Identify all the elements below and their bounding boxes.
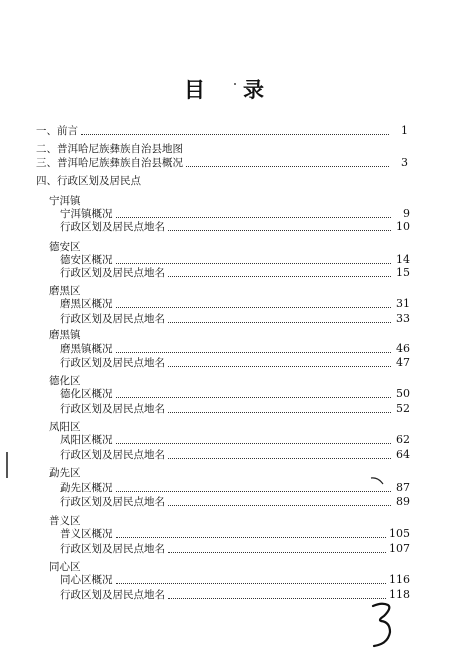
dot-leader [186, 166, 389, 167]
dot-leader [116, 537, 387, 538]
district-heading: 同心区 [49, 561, 81, 573]
toc-page-number: 10 [396, 220, 410, 233]
toc-label: 凤阳区概况 [60, 434, 113, 446]
dot-leader [116, 583, 387, 584]
district-heading: 勐先区 [49, 467, 81, 479]
toc-page-number: 1 [401, 124, 408, 137]
dot-leader [168, 458, 391, 459]
toc-entry [60, 527, 410, 541]
page-title [0, 74, 450, 104]
district-heading: 普义区 [49, 515, 81, 527]
dot-leader [116, 491, 392, 492]
toc-page-number: 9 [403, 207, 410, 220]
district-heading: 宁洱镇 [49, 195, 81, 207]
toc-label: 行政区划及居民点地名 [60, 267, 165, 279]
toc-entry [60, 220, 410, 234]
dot-leader [81, 134, 389, 135]
toc-entry [60, 312, 410, 326]
toc-label: 行政区划及居民点地名 [60, 543, 165, 555]
dot-leader [168, 276, 391, 277]
toc-page-number: 46 [396, 342, 410, 355]
toc-page-number: 33 [396, 312, 410, 325]
ink-dot [234, 83, 236, 85]
dot-leader [168, 598, 386, 599]
dot-leader [168, 552, 386, 553]
dot-leader [168, 322, 391, 323]
toc-entry [60, 387, 410, 401]
toc-label: 行政区划及居民点地名 [60, 357, 165, 369]
dot-leader [116, 397, 392, 398]
toc-label: 行政区划及居民点地名 [60, 403, 165, 415]
toc-label: 二、普洱哈尼族彝族自治县地图 [36, 143, 183, 155]
toc-entry [60, 495, 410, 509]
toc-entry [60, 542, 410, 556]
toc-entry [60, 297, 410, 311]
dot-leader [116, 352, 392, 353]
toc-page-number: 31 [396, 297, 410, 310]
district-heading: 凤阳区 [49, 421, 81, 433]
toc-entry [60, 588, 410, 602]
toc-page-number: 15 [396, 266, 410, 279]
dot-leader [168, 366, 391, 367]
toc-label: 德化区概况 [60, 388, 113, 400]
district-heading: 磨黑区 [49, 285, 81, 297]
toc-label: 行政区划及居民点地名 [60, 313, 165, 325]
toc-label: 行政区划及居民点地名 [60, 589, 165, 601]
dot-leader [116, 443, 392, 444]
dot-leader [168, 505, 391, 506]
toc-label: 勐先区概况 [60, 482, 113, 494]
toc-label: 三、普洱哈尼族彝族自治县概况 [36, 157, 183, 169]
toc-entry [60, 266, 410, 280]
dot-leader [116, 307, 392, 308]
toc-label: 行政区划及居民点地名 [60, 496, 165, 508]
toc-label: 宁洱镇概况 [60, 208, 113, 220]
district-heading: 德安区 [49, 241, 81, 253]
toc-page-number: 64 [396, 448, 410, 461]
toc-entry [60, 253, 410, 267]
dot-leader [116, 217, 392, 218]
toc-entry [60, 573, 410, 587]
toc-entry [60, 481, 410, 495]
toc-label: 行政区划及居民点地名 [60, 449, 165, 461]
toc-entry [60, 356, 410, 370]
toc-entry [60, 207, 410, 221]
handwritten-page-mark [368, 600, 398, 650]
toc-page-number: 50 [396, 387, 410, 400]
toc-entry [60, 342, 410, 356]
toc-label: 同心区概况 [60, 574, 113, 586]
toc-entry-map [36, 142, 408, 156]
toc-page-number: 52 [396, 402, 410, 415]
toc-section-four: 四、行政区划及居民点 [36, 175, 141, 187]
pen-tick-mark [370, 476, 384, 486]
dot-leader [168, 412, 391, 413]
toc-label: 普义区概况 [60, 528, 113, 540]
dot-leader [168, 230, 391, 231]
toc-label: 磨黑镇概况 [60, 343, 113, 355]
toc-page-number: 14 [396, 253, 410, 266]
toc-entry [60, 433, 410, 447]
scan-edge-mark [6, 452, 8, 478]
toc-page-number: 89 [396, 495, 410, 508]
toc-page-number: 47 [396, 356, 410, 369]
toc-entry [60, 448, 410, 462]
toc-page-number: 87 [396, 481, 410, 494]
toc-entry [60, 402, 410, 416]
toc-page-number: 3 [401, 156, 408, 169]
title-char-1: 目 [184, 77, 207, 102]
district-heading: 磨黑镇 [49, 329, 81, 341]
toc-entry-preface [36, 124, 408, 138]
toc-entry-overview [36, 156, 408, 170]
toc-label: 德安区概况 [60, 254, 113, 266]
dot-leader [116, 263, 392, 264]
toc-page-number: 105 [389, 527, 410, 540]
toc-page-number: 62 [396, 433, 410, 446]
district-heading: 德化区 [49, 375, 81, 387]
toc-label: 一、前言 [36, 125, 78, 137]
toc-label: 磨黑区概况 [60, 298, 113, 310]
toc-page-number: 118 [389, 588, 410, 601]
toc-page-number: 116 [389, 573, 410, 586]
toc-page-number: 107 [389, 542, 410, 555]
toc-label: 行政区划及居民点地名 [60, 221, 165, 233]
title-char-2: 录 [243, 77, 266, 102]
